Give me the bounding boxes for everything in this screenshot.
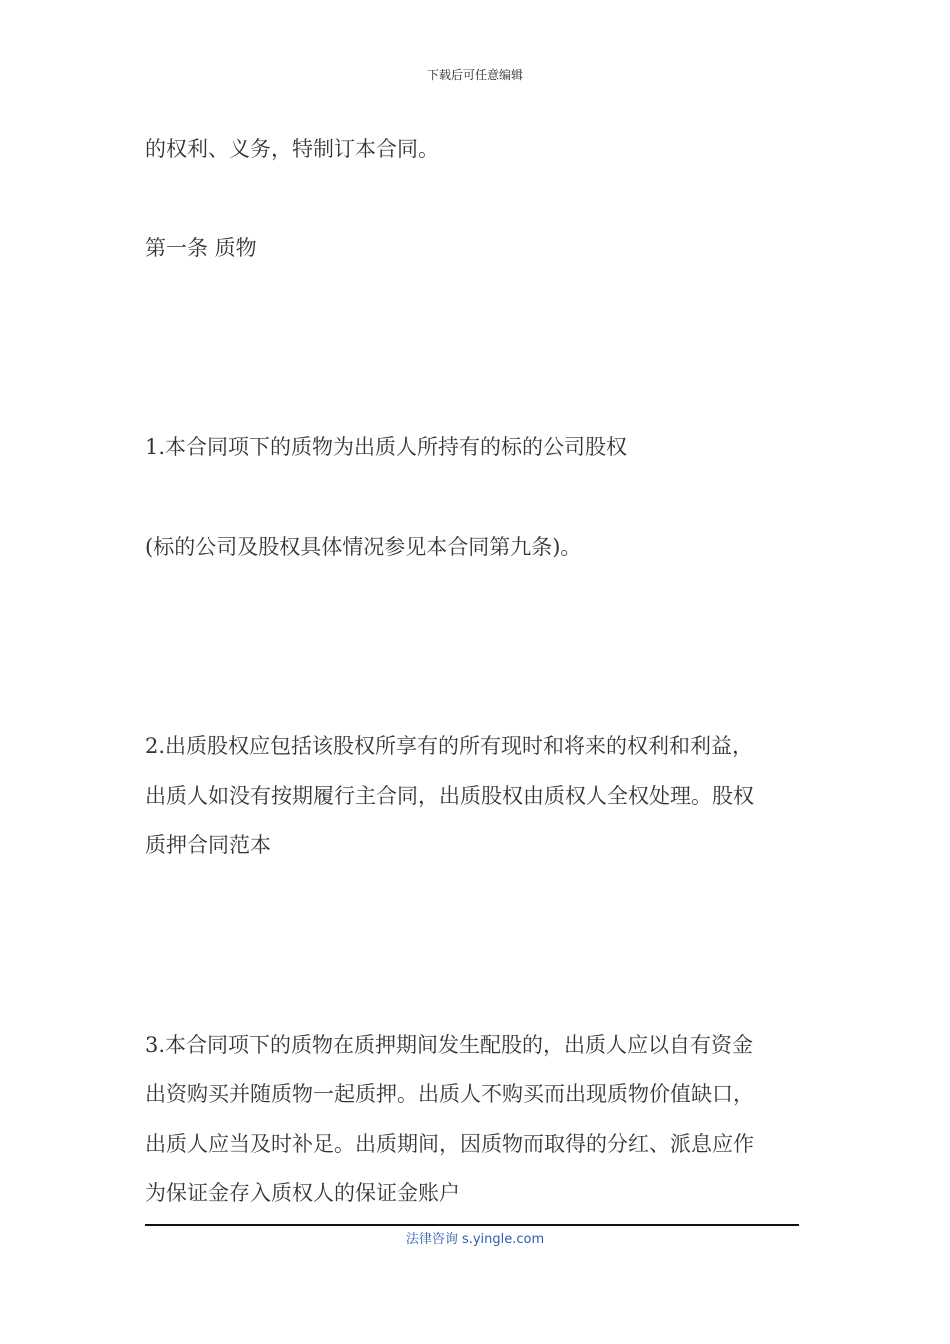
page-header: 下载后可任意编辑 [426,68,523,82]
paragraph-line: 出资购买并随质物一起质押。出质人不购买而出现质物价值缺口， [145,1082,754,1106]
paragraph-line: 质押合同范本 [145,833,271,857]
paragraph-line: 1.本合同项下的质物为出质人所持有的标的公司股权 [145,435,628,459]
paragraph-line: 的权利、义务，特制订本合同。 [145,137,439,161]
paragraph-line: 出质人应当及时补足。出质期间，因质物而取得的分红、派息应作 [145,1132,754,1156]
paragraph-line: 3.本合同项下的质物在质押期间发生配股的，出质人应以自有资金 [145,1033,754,1057]
paragraph-line: 2.出质股权应包括该股权所享有的所有现时和将来的权利和利益， [145,734,754,758]
paragraph-line: 为保证金存入质权人的保证金账户 [145,1181,460,1205]
section-heading: 第一条 质物 [145,236,257,260]
paragraph-line: (标的公司及股权具体情况参见本合同第九条)。 [145,535,582,559]
paragraph-line: 出质人如没有按期履行主合同，出质股权由质权人全权处理。股权 [145,784,754,808]
footer-divider [145,1224,799,1226]
footer-link[interactable]: 法律咨询 s.yingle.com [405,1232,545,1247]
